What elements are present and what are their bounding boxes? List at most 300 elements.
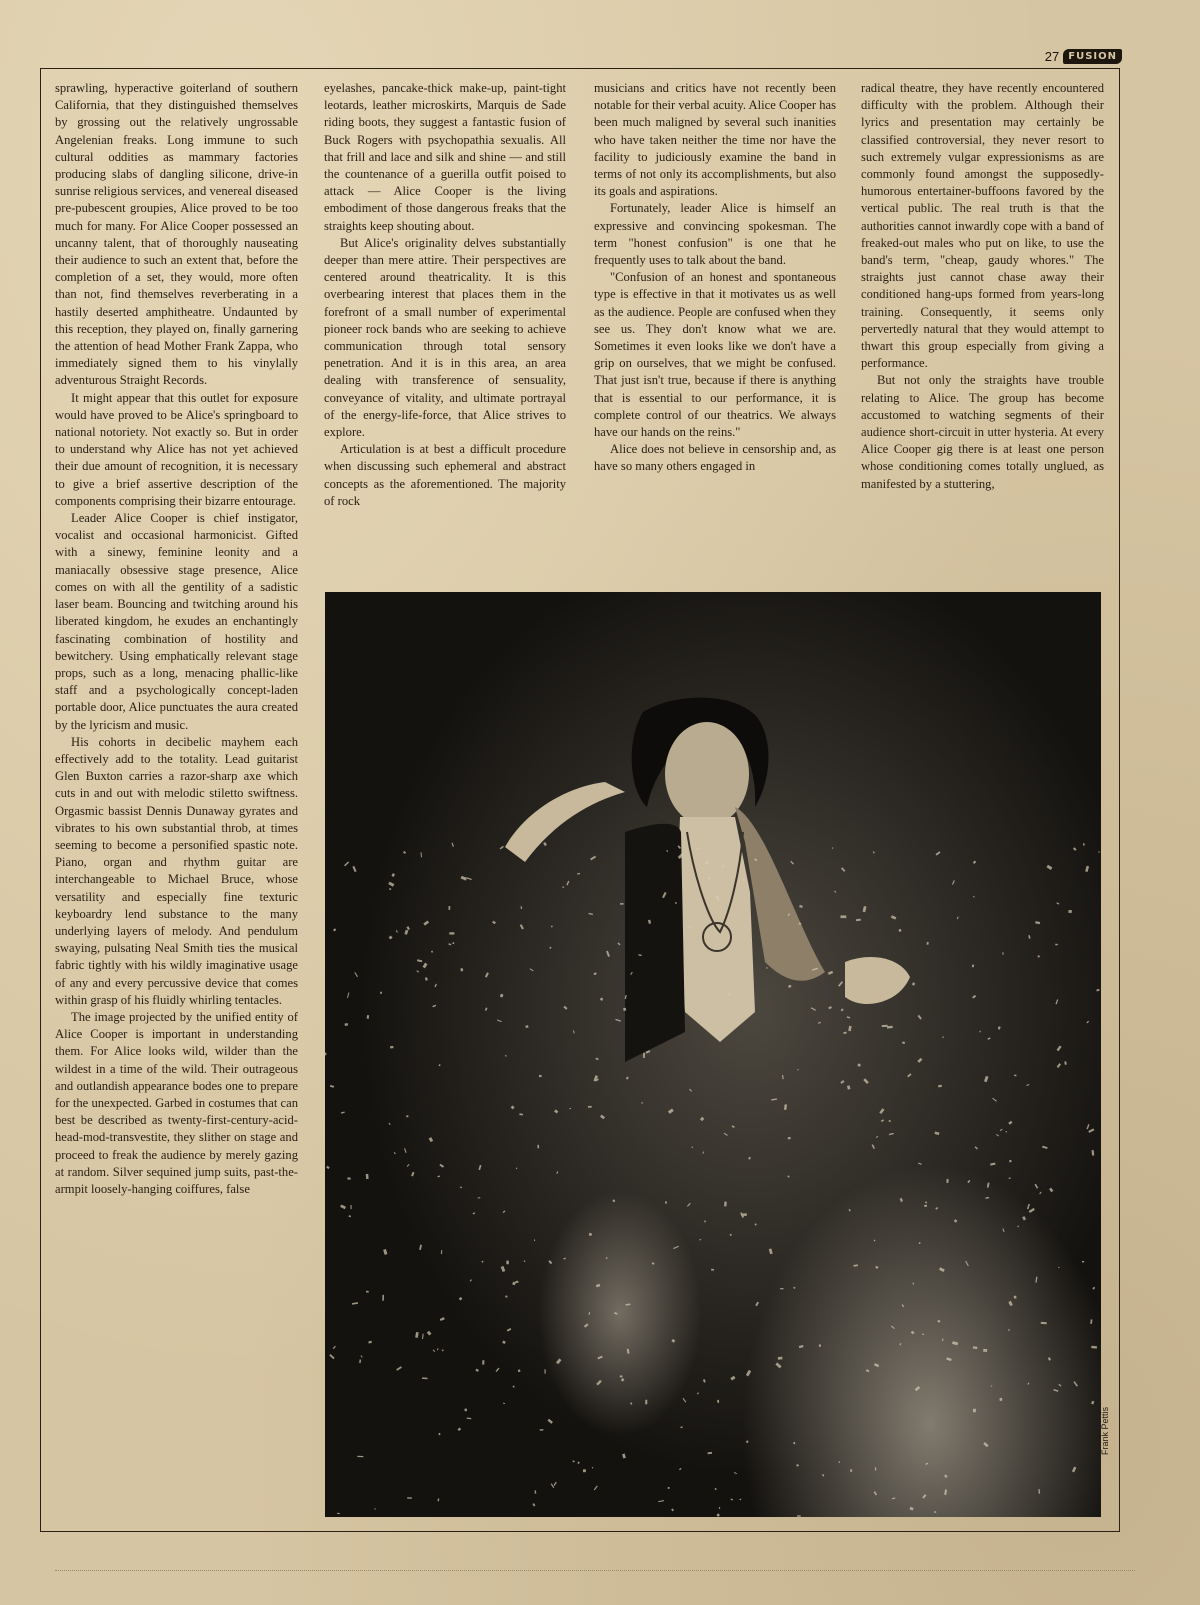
confetti-speck <box>748 1157 751 1160</box>
confetti-speck <box>515 1281 518 1283</box>
confetti-speck <box>1027 1204 1030 1209</box>
confetti-speck <box>834 891 836 893</box>
confetti-speck <box>532 1503 535 1506</box>
confetti-speck <box>344 861 349 866</box>
confetti-speck <box>1057 1063 1061 1068</box>
confetti-speck <box>788 985 792 988</box>
confetti-speck <box>942 1036 943 1038</box>
confetti-speck <box>549 947 551 949</box>
confetti-speck <box>623 1008 626 1011</box>
confetti-speck <box>425 977 428 980</box>
confetti-speck <box>863 1078 869 1084</box>
confetti-speck <box>361 1355 363 1358</box>
confetti-speck <box>466 877 472 880</box>
confetti-speck <box>822 1474 824 1477</box>
confetti-speck <box>787 1176 789 1178</box>
confetti-speck <box>782 1075 784 1079</box>
paragraph: sprawling, hyperactive goiterland of southern California, that they distinguished themselves by grossing out the relatively ungrossable Angelenian freaks. Long immune to such cultural oddities as mammary factories producing slabs of dangling silicone, drive-in sunrise religious services, and venereal diseased pre-pubescent groupies, Alice proved to be too much for many. For Alice Cooper possessed an uncanny talent, that of thoroughly nauseating their audience to such an extent that, before the completion of a set, they would, more often than not, find themselves reverberating in a hastily deserted amphitheatre. Undaunted by this reception, they played on, finally garnering the attention of head Mother Frank Zappa, who immediately signed them to his vinylally adventurous Straight Records. <box>55 81 298 388</box>
confetti-speck <box>987 1037 990 1039</box>
confetti-speck <box>755 1223 757 1225</box>
confetti-speck <box>766 967 768 969</box>
confetti-speck <box>1055 999 1058 1004</box>
confetti-speck <box>703 1379 706 1383</box>
confetti-speck <box>589 1312 590 1315</box>
confetti-speck <box>460 968 463 971</box>
confetti-speck <box>621 1378 625 1382</box>
magazine-logo: FUSION <box>1063 49 1122 64</box>
confetti-speck <box>848 1026 852 1031</box>
confetti-speck <box>620 1375 623 1377</box>
confetti-speck <box>699 1239 701 1241</box>
confetti-speck <box>502 1341 505 1344</box>
confetti-speck <box>992 1098 997 1102</box>
confetti-speck <box>935 851 940 855</box>
confetti-speck <box>563 1258 566 1260</box>
confetti-speck <box>996 1134 999 1136</box>
confetti-speck <box>734 1472 737 1474</box>
confetti-speck <box>934 1132 939 1136</box>
confetti-speck <box>715 1488 717 1490</box>
confetti-speck <box>1085 866 1089 872</box>
confetti-speck <box>711 1269 714 1271</box>
confetti-speck <box>926 942 928 945</box>
confetti-speck <box>881 1119 884 1122</box>
confetti-speck <box>898 929 901 932</box>
confetti-speck <box>1086 1124 1089 1129</box>
confetti-speck <box>987 1183 990 1188</box>
confetti-speck <box>432 1005 436 1008</box>
confetti-speck <box>671 1339 675 1343</box>
confetti-speck <box>973 1346 978 1349</box>
confetti-speck <box>902 1304 905 1307</box>
confetti-speck <box>1048 1357 1051 1361</box>
confetti-speck <box>554 1109 558 1113</box>
confetti-speck <box>847 1085 851 1089</box>
confetti-speck <box>874 1240 876 1242</box>
confetti-speck <box>421 852 422 857</box>
confetti-speck <box>543 842 547 846</box>
confetti-speck <box>404 930 408 935</box>
confetti-speck <box>850 1469 852 1472</box>
confetti-speck <box>730 1376 735 1381</box>
confetti-speck <box>900 1198 903 1202</box>
confetti-speck <box>448 906 450 910</box>
confetti-speck <box>944 1474 948 1478</box>
confetti-speck <box>902 1042 905 1044</box>
confetti-speck <box>548 1260 552 1264</box>
confetti-speck <box>875 1467 877 1471</box>
confetti-speck <box>615 1019 621 1022</box>
confetti-speck <box>473 1212 476 1214</box>
confetti-speck <box>871 1144 875 1149</box>
confetti-speck <box>419 1245 422 1250</box>
confetti-speck <box>1035 921 1040 924</box>
confetti-speck <box>643 1053 645 1058</box>
confetti-speck <box>441 1250 442 1254</box>
confetti-speck <box>595 1058 598 1061</box>
confetti-speck <box>1026 1084 1029 1086</box>
confetti-speck <box>934 1511 936 1513</box>
confetti-speck <box>909 1507 913 1511</box>
confetti-speck <box>1090 1319 1092 1324</box>
confetti-speck <box>537 1145 539 1149</box>
paragraph: Fortunately, leader Alice is himself an expressive and convincing spokesman. The term "honest confusion" is one that he frequently uses to talk about the band. <box>594 201 836 268</box>
confetti-speck <box>507 1328 512 1332</box>
confetti-speck <box>828 971 833 975</box>
confetti-speck <box>954 1219 958 1223</box>
confetti-speck <box>1027 1383 1029 1385</box>
confetti-speck <box>505 1296 507 1298</box>
confetti-speck <box>946 1179 948 1183</box>
confetti-speck <box>967 1180 970 1183</box>
confetti-speck <box>588 1106 592 1108</box>
confetti-speck <box>470 1279 472 1282</box>
paragraph: radical theatre, they have recently encountered difficulty with the problem. Although their lyrics and presentation may certainly be classified controversial, they never resort to such extremely vulgar expressionisms as are commonly found amongst the supposedly-humorous entertainer-buffoons favored by the vertical public. The real truth is that the authorities cannot inwardly cope with a band of freaked-out males who put on like, to use the band's term, "cheap, gaudy whores." The straights just cannot chase away their conditioned hang-ups formed from years-long training. Consequently, it seems only pervertedly natural that they would attempt to thwart this group especially from giving a performance. <box>861 81 1104 371</box>
confetti-speck <box>569 1108 571 1109</box>
confetti-speck <box>337 1513 340 1514</box>
confetti-speck <box>1049 1188 1053 1193</box>
confetti-speck <box>348 1215 351 1217</box>
confetti-speck <box>1042 1146 1048 1149</box>
confetti-speck <box>985 1197 989 1199</box>
confetti-speck <box>922 1333 924 1335</box>
confetti-speck <box>329 1354 334 1359</box>
confetti-speck <box>600 1115 605 1120</box>
confetti-speck <box>478 1165 481 1170</box>
paragraph: Articulation is at best a difficult procedure when discussing such ephemeral and abstract concepts as the aforementioned. The majority of rock <box>324 442 566 508</box>
confetti-speck <box>863 906 867 912</box>
confetti-speck <box>907 1073 911 1077</box>
confetti-speck <box>838 981 843 987</box>
confetti-speck <box>333 928 336 931</box>
confetti-speck <box>396 930 398 933</box>
confetti-speck <box>740 1499 742 1500</box>
confetti-speck <box>551 926 553 928</box>
confetti-speck <box>519 1113 523 1115</box>
confetti-speck <box>1018 1226 1019 1227</box>
confetti-speck <box>382 1295 384 1301</box>
confetti-speck <box>612 1199 615 1202</box>
confetti-speck <box>900 1343 902 1345</box>
confetti-speck <box>769 1248 773 1254</box>
confetti-speck <box>1008 1301 1013 1306</box>
confetti-speck <box>352 866 356 872</box>
confetti-speck <box>427 1331 432 1336</box>
confetti-speck <box>459 1297 462 1300</box>
confetti-speck <box>879 1108 884 1114</box>
confetti-speck <box>1096 989 1099 992</box>
confetti-speck <box>1009 1160 1012 1163</box>
confetti-speck <box>998 1026 1001 1029</box>
confetti-speck <box>1008 1121 1012 1125</box>
confetti-speck <box>366 1174 369 1179</box>
confetti-speck <box>866 1369 870 1372</box>
confetti-speck <box>1041 1322 1047 1325</box>
confetti-speck <box>925 1463 928 1465</box>
confetti-speck <box>832 847 834 849</box>
confetti-speck <box>437 1176 440 1178</box>
photo-credit: Frank Pettis <box>1100 1406 1110 1455</box>
confetti-speck <box>345 1023 349 1026</box>
confetti-speck <box>388 882 394 887</box>
confetti-speck <box>500 994 504 998</box>
confetti-speck <box>708 1452 713 1454</box>
confetti-speck <box>478 1197 481 1198</box>
confetti-speck <box>891 1326 895 1330</box>
confetti-speck <box>439 1164 444 1168</box>
confetti-speck <box>394 1152 396 1154</box>
confetti-speck <box>1092 1287 1095 1290</box>
confetti-speck <box>415 1332 419 1338</box>
confetti-speck <box>1091 1346 1097 1349</box>
confetti-speck <box>501 1266 506 1272</box>
confetti-speck <box>843 1032 846 1034</box>
confetti-speck <box>589 1233 592 1236</box>
confetti-speck <box>333 1346 336 1349</box>
confetti-speck <box>407 1497 412 1499</box>
confetti-speck <box>911 1331 915 1335</box>
confetti-speck <box>512 1282 516 1286</box>
confetti-speck <box>573 1030 575 1033</box>
confetti-speck <box>990 1163 995 1166</box>
confetti-speck <box>600 998 603 1001</box>
confetti-speck <box>497 1020 502 1023</box>
confetti-speck <box>924 1205 927 1207</box>
confetti-speck <box>793 1287 795 1289</box>
confetti-speck <box>793 1442 795 1444</box>
confetti-speck <box>439 1433 441 1435</box>
confetti-speck <box>554 1482 557 1486</box>
confetti-speck <box>1098 851 1100 852</box>
confetti-speck <box>406 1115 408 1117</box>
confetti-speck <box>797 1069 798 1070</box>
confetti-speck <box>675 902 676 904</box>
confetti-speck <box>847 1016 851 1018</box>
confetti-speck <box>391 873 395 877</box>
confetti-speck <box>704 1221 706 1223</box>
confetti-speck <box>325 1053 326 1056</box>
paragraph: "Confusion of an honest and spontaneous type is effective in that it motivates us as well as the audience. People are confused when they see us. They don't know what we are. Sometimes it even looks like we don't have a grip on ourselves, that we might be confused. That just isn't true, because if there is anything that is essential to our performance, it is complete control of our theatrics. We always have our hands on the reins." <box>594 270 836 440</box>
confetti-speck <box>521 906 523 909</box>
confetti-speck <box>407 1164 410 1167</box>
confetti-speck <box>913 1283 915 1285</box>
confetti-speck <box>679 1468 682 1470</box>
confetti-speck <box>1072 1467 1077 1473</box>
confetti-speck <box>464 1409 467 1412</box>
confetti-speck <box>1000 1129 1003 1131</box>
confetti-speck <box>626 1304 631 1306</box>
paragraph: musicians and critics have not recently been notable for their verbal acuity. Alice Cooper has been much maligned by several such inanities who have taken neither the time nor have the facility to judiciously examine the band in terms of not only its accomplishments, but also its goals and aspirations. <box>594 81 836 199</box>
confetti-speck <box>457 1427 461 1431</box>
confetti-speck <box>368 1341 372 1344</box>
confetti-speck <box>840 1080 844 1084</box>
paragraph: eyelashes, pancake-thick make-up, paint-tight leotards, leather microskirts, Marquis de Sade riding boots, they suggest a fantastic fusion of Buck Rogers with psychopathia sexualis. All that frill and lace and silk and shine — and still the countenance of a guerilla outfit poised to attack — Alice Cooper is the living embodiment of those dangerous freaks that the straights keep shouting about. <box>324 81 566 233</box>
confetti-speck <box>1002 1228 1004 1232</box>
confetti-speck <box>403 851 406 854</box>
confetti-speck <box>841 915 847 918</box>
confetti-speck <box>784 1104 787 1110</box>
confetti-speck <box>482 1261 484 1263</box>
confetti-speck <box>771 1098 777 1100</box>
confetti-speck <box>975 1146 978 1149</box>
confetti-speck <box>939 1267 945 1272</box>
confetti-speck <box>485 1007 488 1010</box>
confetti-speck <box>717 1400 719 1403</box>
confetti-speck <box>912 982 915 985</box>
article-column-3 <box>594 80 836 580</box>
confetti-speck <box>882 1025 888 1027</box>
confetti-speck <box>452 843 454 847</box>
confetti-speck <box>641 1102 643 1104</box>
confetti-speck <box>658 1500 664 1502</box>
confetti-speck <box>588 913 593 915</box>
confetti-speck <box>973 860 976 863</box>
confetti-speck <box>626 1076 629 1079</box>
confetti-speck <box>796 1464 799 1467</box>
confetti-speck <box>1082 1261 1084 1263</box>
confetti-speck <box>359 1359 361 1363</box>
confetti-speck <box>1064 1061 1067 1065</box>
confetti-speck <box>406 926 410 930</box>
confetti-speck <box>730 1234 732 1236</box>
article-column-4 <box>861 80 1104 580</box>
confetti-speck <box>434 984 437 988</box>
confetti-speck <box>1028 935 1030 939</box>
confetti-speck <box>1039 1192 1041 1195</box>
confetti-speck <box>357 1456 363 1458</box>
confetti-speck <box>991 1386 992 1387</box>
confetti-speck <box>790 861 794 865</box>
confetti-speck <box>374 1508 376 1510</box>
confetti-speck <box>566 881 569 886</box>
confetti-speck <box>416 970 419 972</box>
confetti-speck <box>918 1163 922 1165</box>
confetti-speck <box>716 1513 720 1517</box>
confetti-speck <box>999 1398 1002 1401</box>
confetti-speck <box>380 992 382 994</box>
confetti-speck <box>873 851 875 854</box>
confetti-speck <box>668 1108 674 1113</box>
performer-photo <box>325 592 1101 1517</box>
confetti-speck <box>1055 944 1058 945</box>
confetti-speck <box>534 1239 535 1241</box>
confetti-speck <box>411 1172 414 1177</box>
confetti-speck <box>919 1242 921 1244</box>
confetti-speck <box>689 1089 692 1092</box>
confetti-speck <box>841 1008 844 1011</box>
confetti-speck <box>556 1171 558 1174</box>
confetti-speck <box>592 1467 594 1469</box>
confetti-speck <box>524 1260 526 1262</box>
confetti-speck <box>449 932 454 934</box>
confetti-speck <box>500 846 504 850</box>
confetti-speck <box>535 1490 537 1493</box>
confetti-speck <box>1088 1128 1094 1133</box>
confetti-speck <box>347 1177 350 1179</box>
confetti-speck <box>935 1207 938 1210</box>
confetti-speck <box>594 972 597 975</box>
confetti-speck <box>433 1349 436 1352</box>
confetti-speck <box>503 1210 506 1213</box>
confetti-speck <box>513 1386 515 1388</box>
confetti-speck <box>440 1317 445 1321</box>
confetti-speck <box>683 1398 687 1403</box>
confetti-speck <box>617 942 620 945</box>
confetti-speck <box>778 1357 783 1360</box>
confetti-speck <box>702 1152 704 1154</box>
confetti-speck <box>979 1031 981 1033</box>
confetti-speck <box>1022 1216 1026 1220</box>
confetti-speck <box>952 880 955 885</box>
confetti-speck <box>724 1133 728 1136</box>
confetti-speck <box>572 1460 575 1462</box>
confetti-speck <box>630 1402 632 1404</box>
confetti-speck <box>973 1409 976 1413</box>
confetti-speck <box>1014 1296 1017 1299</box>
confetti-speck <box>828 1006 832 1009</box>
confetti-speck <box>922 1494 926 1498</box>
confetti-speck <box>925 1201 927 1203</box>
confetti-speck <box>439 1064 441 1066</box>
page-header <box>1045 49 1122 64</box>
confetti-speck <box>518 1369 521 1372</box>
confetti-speck <box>724 1201 727 1206</box>
confetti-speck <box>503 1403 505 1405</box>
confetti-speck <box>505 1055 506 1057</box>
confetti-speck <box>606 951 610 957</box>
confetti-speck <box>797 1515 801 1516</box>
confetti-speck <box>485 972 489 977</box>
confetti-speck <box>952 1341 958 1345</box>
confetti-speck <box>746 1370 751 1377</box>
confetti-speck <box>467 1418 472 1420</box>
paragraph: But not only the straights have trouble relating to Alice. The group has become accustomed to watching segments of their audience short-circuit in utter hysteria. At every Alice Cooper gig there is at least one person whose conditioning comes totally unglued, as manifested by a stuttering, <box>861 373 1104 491</box>
confetti-speck <box>422 1377 428 1379</box>
confetti-speck <box>429 1137 434 1142</box>
confetti-speck <box>743 878 744 881</box>
confetti-speck <box>597 1356 602 1360</box>
confetti-speck <box>687 1203 691 1207</box>
confetti-speck <box>590 856 596 861</box>
confetti-speck <box>811 1007 816 1011</box>
confetti-speck <box>937 1320 940 1323</box>
confetti-speck <box>482 1360 484 1364</box>
confetti-speck <box>347 992 349 998</box>
confetti-speck <box>520 924 524 929</box>
confetti-speck <box>584 1323 589 1327</box>
confetti-speck <box>1092 1150 1095 1156</box>
confetti-speck <box>887 1026 893 1029</box>
confetti-speck <box>417 959 422 962</box>
confetti-speck <box>551 1483 555 1488</box>
confetti-speck <box>917 1058 922 1063</box>
confetti-speck <box>389 935 393 939</box>
confetti-speck <box>351 1205 352 1209</box>
confetti-speck <box>539 1075 542 1077</box>
confetti-speck <box>957 917 959 920</box>
confetti-speck <box>700 1117 704 1121</box>
confetti-speck <box>838 1461 840 1463</box>
confetti-speck <box>511 1105 515 1109</box>
paragraph: But Alice's originality delves substantially deeper than mere attire. Their perspectives are centered around theatricality. It is this overbearing interest that places them in the forefront of a small number of experimental pioneer rock bands who are seeking to achieve communication through total sensory penetration. And it is in this area, an area dealing with transference of sensuality, conveyance of vitality, and ultimate portrayal of the energy-life-force, that Alice strives to explore. <box>324 235 566 440</box>
confetti-speck <box>818 1022 821 1024</box>
page-number: 27 <box>1044 49 1060 64</box>
confetti-speck <box>1035 1184 1039 1189</box>
paragraph: His cohorts in decibelic mayhem each effectively add to the totality. Lead guitarist Glen Buxton carries a razor-sharp axe which cuts in and out with melodic stiletto swiftness. Orgasmic bassist Dennis Dunaway gyrates and vibrates to his own substantial throb, at times seeming to become a personified spastic note. Piano, organ and rhythm guitar are interchangeable to Michael Bruce, whose versatility and especially fine texturic keyboardry lend substance to the many underlying layers of melody. And pendulum swaying, pulsating Neal Smith ties the musical fabric tightly with his wildly imaginative usage of any and every percussive device that comes within grasp of his fluidly whirling tentacles. <box>55 734 298 1007</box>
confetti-speck <box>983 1442 988 1447</box>
confetti-speck <box>944 1489 947 1495</box>
confetti-speck <box>1083 843 1085 845</box>
